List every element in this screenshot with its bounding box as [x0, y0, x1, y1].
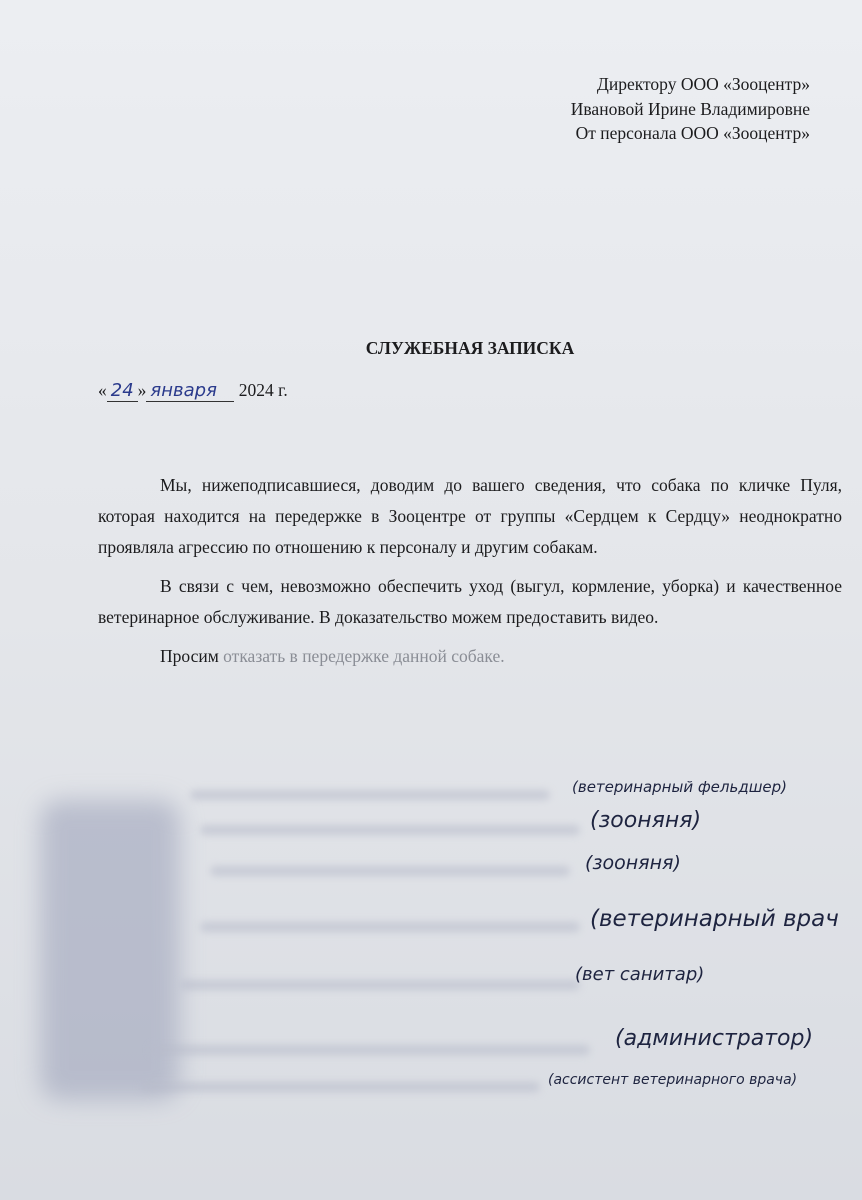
- closing-text: Просим: [160, 646, 224, 666]
- blurred-name: [140, 1082, 540, 1092]
- signature-role: (вет санитар): [575, 964, 705, 985]
- quote-close: »: [137, 380, 147, 400]
- addressee-block: [571, 72, 810, 146]
- closing-paragraph: [98, 641, 842, 672]
- signature-role: (ветеринарный врач: [590, 906, 839, 932]
- closing-text-faint: отказать в передержке данной собаке.: [223, 646, 505, 666]
- blurred-name: [190, 790, 550, 800]
- paragraph: В связи с чем, невозможно обеспечить уход (выгул, кормление, уборка) и качественное ветеринарное обслуживание. В доказательство можем предоставить видео.: [98, 576, 842, 627]
- date-month: января: [146, 381, 234, 402]
- date-day: 24: [107, 381, 138, 402]
- signature-role: (зооняня): [585, 852, 681, 874]
- blurred-name: [200, 922, 580, 932]
- paragraph: Мы, нижеподписавшиеся, доводим до вашего сведения, что собака по кличке Пуля, которая находится на передержке в Зооцентре от группы «Сердцем к Сердцу» неоднократно проявляла агрессию по отношению к персоналу и другим собакам.: [98, 475, 842, 557]
- blurred-name: [210, 866, 570, 876]
- redaction-blur: [40, 800, 180, 1100]
- date-year: 2024 г.: [238, 380, 288, 400]
- signature-role: (зооняня): [590, 808, 702, 833]
- addressee-line: Ивановой Ирине Владимировне: [570, 98, 810, 119]
- blurred-name: [200, 825, 580, 835]
- signature-role: (ветеринарный фельдшер): [572, 778, 788, 796]
- document-body: [98, 470, 842, 680]
- addressee-line: От персонала ООО «Зооцентр»: [575, 123, 810, 143]
- document-title: СЛУЖЕБНАЯ ЗАПИСКА: [365, 338, 575, 358]
- quote-open: «: [98, 380, 107, 400]
- signature-role: (администратор): [615, 1026, 814, 1051]
- blurred-name: [180, 980, 580, 990]
- blurred-name: [150, 1045, 590, 1055]
- document-date: [98, 380, 288, 402]
- addressee-line: Директору ООО «Зооцентр»: [596, 74, 810, 94]
- signature-role: (ассистент ветеринарного врача): [548, 1072, 798, 1088]
